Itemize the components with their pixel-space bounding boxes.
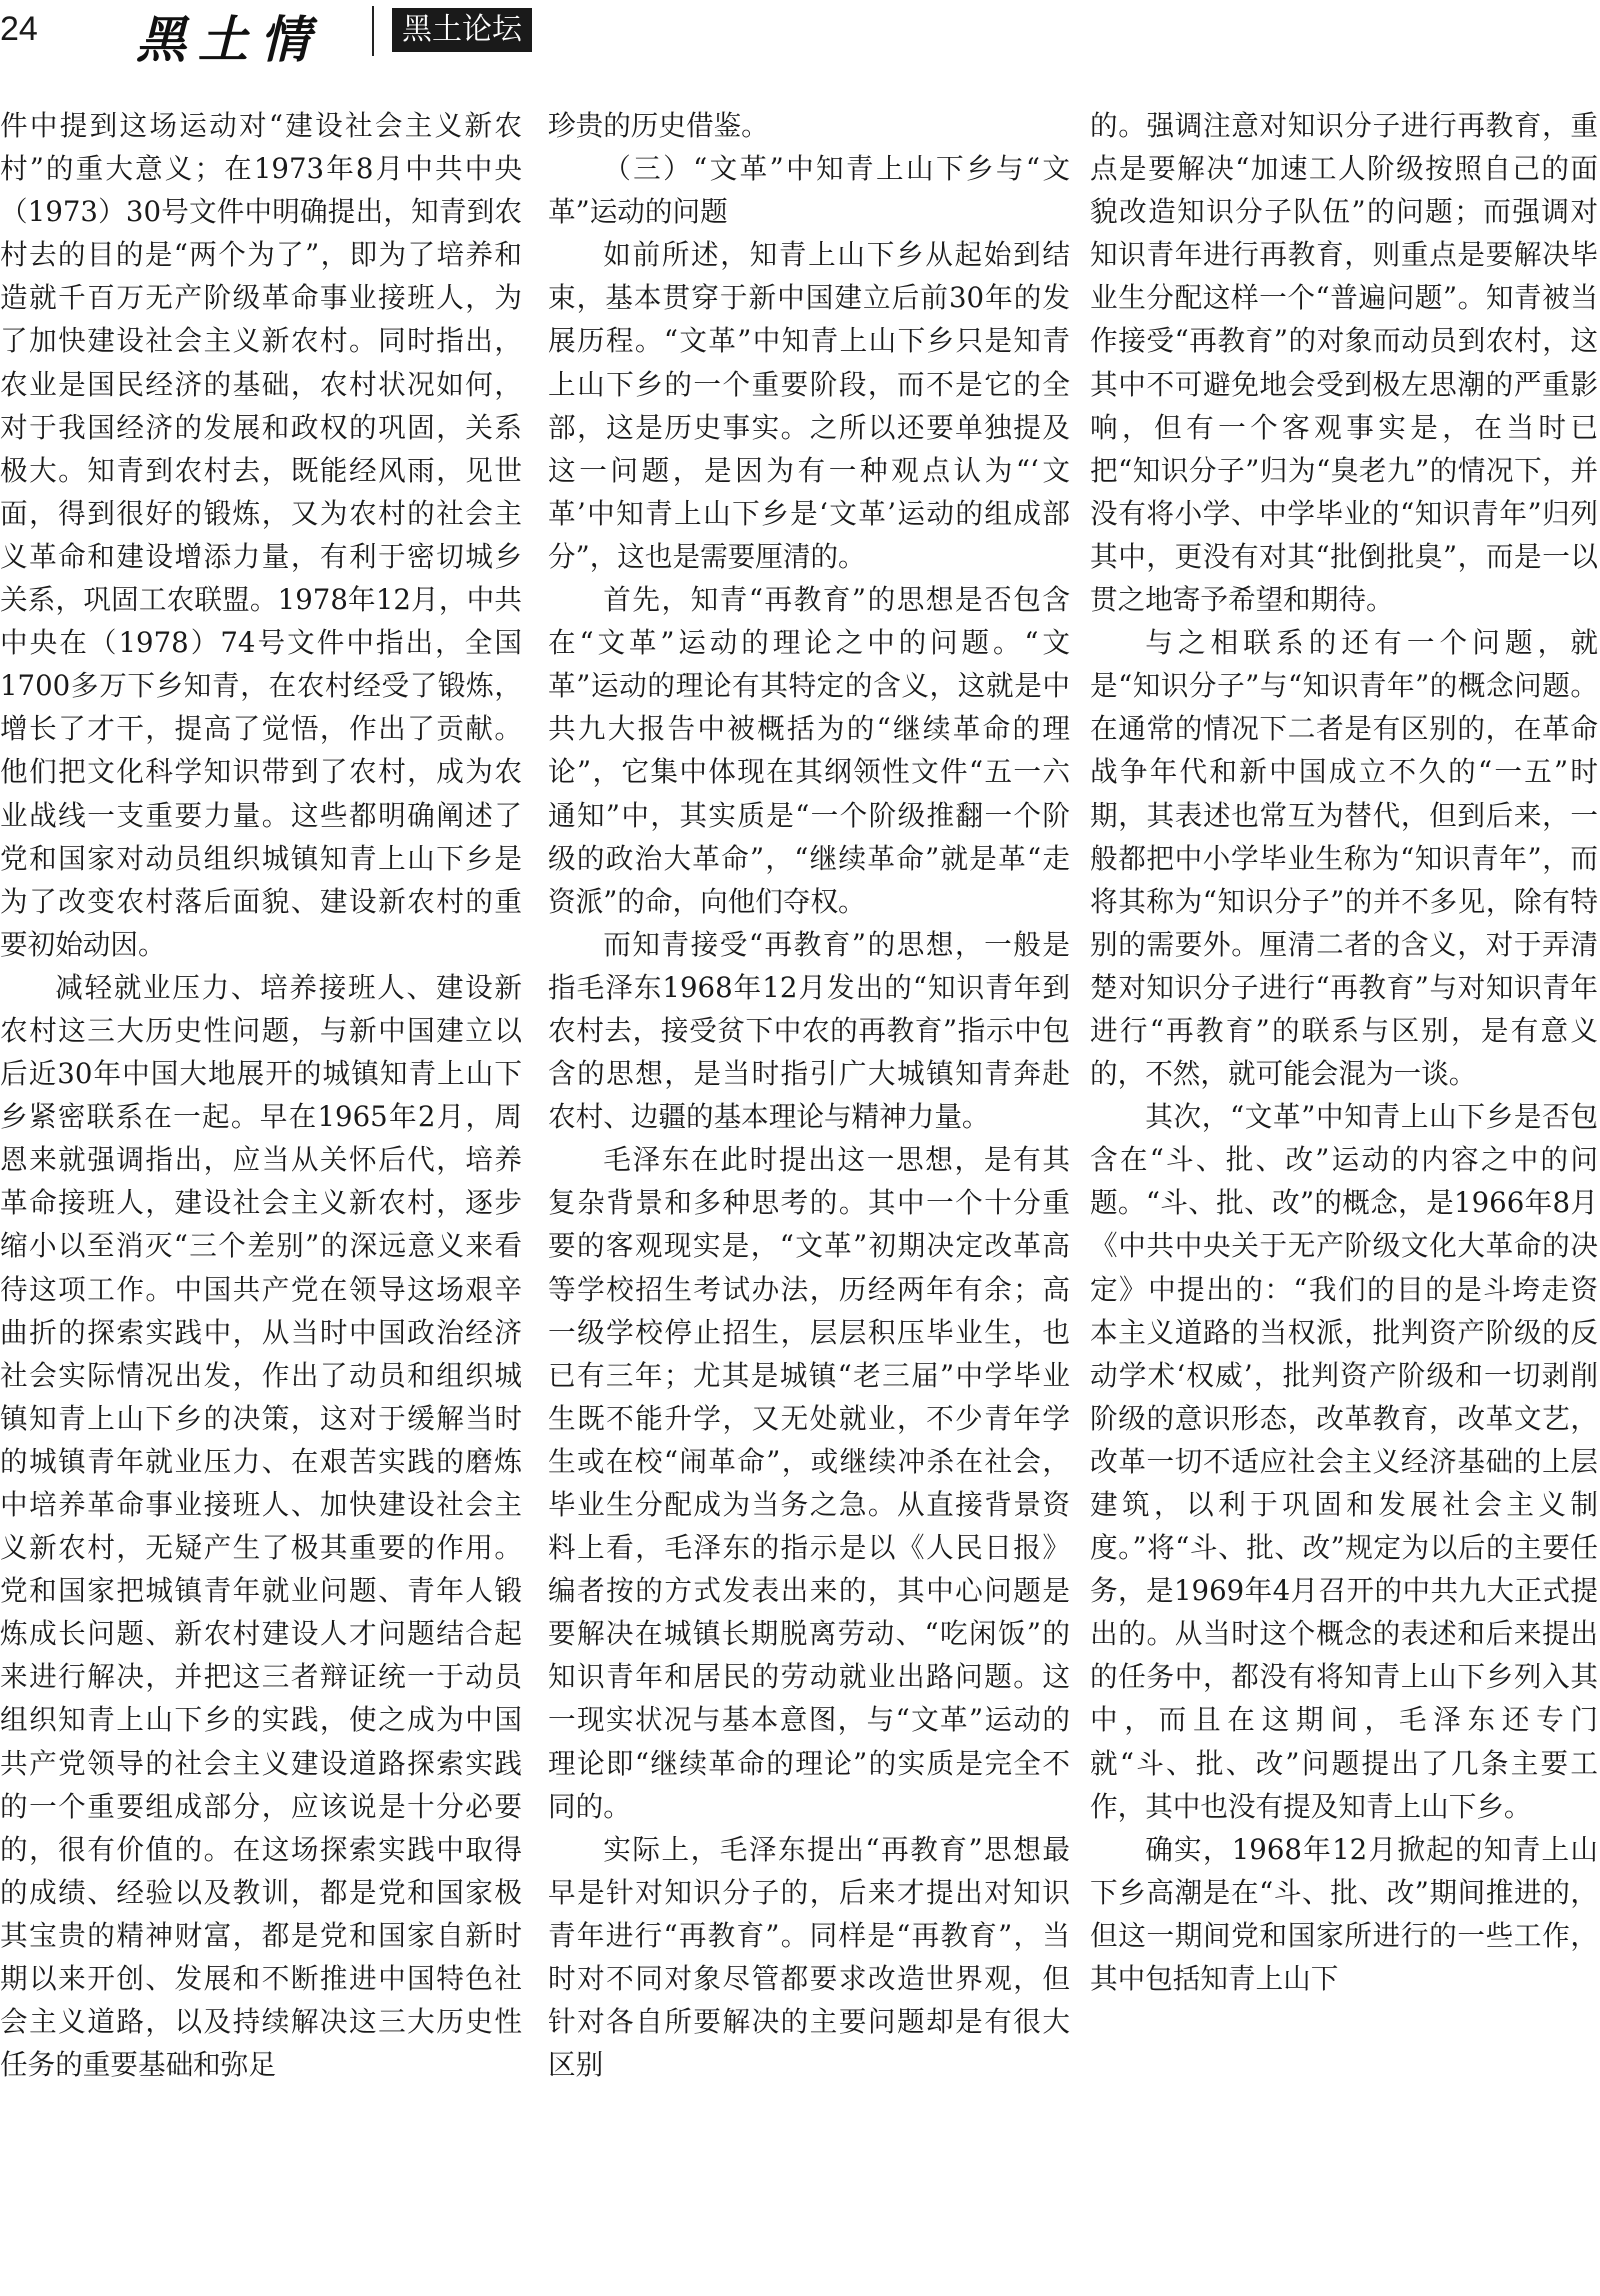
article-paragraph: 其次，“文革”中知青上山下乡是否包含在“斗、批、改”运动的内容之中的问题。“斗、批、改”的概念，是1966年8月《中共中央关于无产阶级文化大革命的决定》中提出的：“我们的目的是斗垮走资本主义道路的当权派，批判资产阶级的反动学术‘权威’，批判资产阶级和一切剥削阶级的意识形态，改革教育，改革文艺，改革一切不适应社会主义经济基础的上层建筑，以利于巩固和发展社会主义制度。”将“斗、批、改”规定为以后的主要任务，是1969年4月召开的中共九大正式提出的。从当时这个概念的表述和后来提出的任务中，都没有将知青上山下乡列入其中，而且在这期间，毛泽东还专门就“斗、批、改”问题提出了几条主要工作，其中也没有提及知青上山下乡。 — [1090, 1100, 1598, 1823]
article-paragraph: 珍贵的历史借鉴。 — [548, 109, 769, 142]
section-subheading: （三）“文革”中知青上山下乡与“文革”运动的问题 — [548, 152, 1070, 229]
article-paragraph: 减轻就业压力、培养接班人、建设新农村这三大历史性问题，与新中国建立以后近30年中国大地展开的城镇知青上山下乡紧密联系在一起。早在1965年2月，周恩来就强调指出，应当从关怀后代，培养革命接班人，建设社会主义新农村，逐步缩小以至消灭“三个差别”的深远意义来看待这项工作。中国共产党在领导这场艰辛曲折的探索实践中，从当时中国政治经济社会实际情况出发，作出了动员和组织城镇知青上山下乡的决策，这对于缓解当时的城镇青年就业压力、在艰苦实践的磨炼中培养革命事业接班人、加快建设社会主义新农村，无疑产生了极其重要的作用。党和国家把城镇青年就业问题、青年人锻炼成长问题、新农村建设人才问题结合起来进行解决，并把这三者辩证统一于动员组织知青上山下乡的实践，使之成为中国共产党领导的社会主义建设道路探索实践的一个重要组成部分，应该说是十分必要的，很有价值的。在这场探索实践中取得的成绩、经验以及教训，都是党和国家极其宝贵的精神财富，都是党和国家自新时期以来开创、发展和不断推进中国特色社会主义道路，以及持续解决这三大历史性任务的重要基础和弥足 — [0, 970, 522, 2082]
column-1 — [0, 104, 522, 2296]
column-2 — [548, 104, 1070, 2296]
article-paragraph: 首先，知青“再教育”的思想是否包含在“文革”运动的理论之中的问题。“文革”运动的理论有其特定的含义，这就是中共九大报告中被概括为的“继续革命的理论”，它集中体现在其纲领性文件“五一六通知”中，其实质是“一个阶级推翻一个阶级的政治大革命”，“继续革命”就是革“走资派”的命，向他们夺权。 — [548, 583, 1070, 918]
article-paragraph: 如前所述，知青上山下乡从起始到结束，基本贯穿于新中国建立后前30年的发展历程。“文革”中知青上山下乡只是知青上山下乡的一个重要阶段，而不是它的全部，这是历史事实。之所以还要单独提及这一问题，是因为有一种观点认为“‘文革’中知青上山下乡是‘文革’运动的组成部分”，这也是需要厘清的。 — [548, 238, 1070, 573]
column-3 — [1090, 104, 1598, 2296]
article-paragraph: 确实，1968年12月掀起的知青上山下乡高潮是在“斗、批、改”期间推进的，但这一期间党和国家所进行的一些工作，其中包括知青上山下 — [1090, 1832, 1598, 1996]
article-paragraph: 的。强调注意对知识分子进行再教育，重点是要解决“加速工人阶级按照自己的面貌改造知识分子队伍”的问题；而强调对知识青年进行再教育，则重点是要解决毕业生分配这样一个“普遍问题”。知青被当作接受“再教育”的对象而动员到农村，这其中不可避免地会受到极左思潮的严重影响，但有一个客观事实是，在当时已把“知识分子”归为“臭老九”的情况下，并没有将小学、中学毕业的“知识青年”归列其中，更没有对其“批倒批臭”，而是一以贯之地寄予希望和期待。 — [1090, 109, 1598, 617]
article-paragraph: 毛泽东在此时提出这一思想，是有其复杂背景和多种思考的。其中一个十分重要的客观现实是，“文革”初期决定改革高等学校招生考试办法，历经两年有余；高一级学校停止招生，层层积压毕业生，也已有三年；尤其是城镇“老三届”中学毕业生既不能升学，又无处就业，不少青年学生或在校“闹革命”，或继续冲杀在社会，毕业生分配成为当务之急。从直接背景资料上看，毛泽东的指示是以《人民日报》编者按的方式发表出来的，其中心问题是要解决在城镇长期脱离劳动、“吃闲饭”的知识青年和居民的劳动就业出路问题。这一现实状况与基本意图，与“文革”运动的理论即“继续革命的理论”的实质是完全不同的。 — [548, 1143, 1070, 1823]
article-paragraph: 实际上，毛泽东提出“再教育”思想最早是针对知识分子的，后来才提出对知识青年进行“再教育”。同样是“再教育”，当时对不同对象尽管都要求改造世界观，但针对各自所要解决的主要问题却是有很大区别 — [548, 1832, 1070, 2082]
article-paragraph: 件中提到这场运动对“建设社会主义新农村”的重大意义；在1973年8月中共中央（1973）30号文件中明确提出，知青到农村去的目的是“两个为了”，即为了培养和造就千百万无产阶级革命事业接班人，为了加快建设社会主义新农村。同时指出，农业是国民经济的基础，农村状况如何，对于我国经济的发展和政权的巩固，关系极大。知青到农村去，既能经风雨，见世面，得到很好的锻炼，又为农村的社会主义革命和建设增添力量，有利于密切城乡关系，巩固工农联盟。1978年12月，中共中央在（1978）74号文件中指出，全国1700多万下乡知青，在农村经受了锻炼，增长了才干，提高了觉悟，作出了贡献。他们把文化科学知识带到了农村，成为农业战线一支重要力量。这些都明确阐述了党和国家对动员组织城镇知青上山下乡是为了改变农村落后面貌、建设新农村的重要初始动因。 — [0, 109, 522, 961]
section-label: 黑土论坛 — [392, 8, 532, 52]
header-divider — [372, 6, 374, 56]
article-paragraph: 与之相联系的还有一个问题，就是“知识分子”与“知识青年”的概念问题。在通常的情况下二者是有区别的，在革命战争年代和新中国成立不久的“一五”时期，其表述也常互为替代，但到后来，一般都把中小学毕业生称为“知识青年”，而将其称为“知识分子”的并不多见，除有特别的需要外。厘清二者的含义，对于弄清楚对知识分子进行“再教育”与对知识青年进行“再教育”的联系与区别，是有意义的，不然，就可能会混为一谈。 — [1090, 626, 1598, 1091]
masthead-logo: 黑土情 — [136, 10, 322, 69]
page-header — [0, 0, 1600, 70]
page-number: 24 — [0, 10, 38, 48]
article-paragraph: 而知青接受“再教育”的思想，一般是指毛泽东1968年12月发出的“知识青年到农村去，接受贫下中农的再教育”指示中包含的思想，是当时指引广大城镇知青奔赴农村、边疆的基本理论与精神力量。 — [548, 927, 1070, 1134]
